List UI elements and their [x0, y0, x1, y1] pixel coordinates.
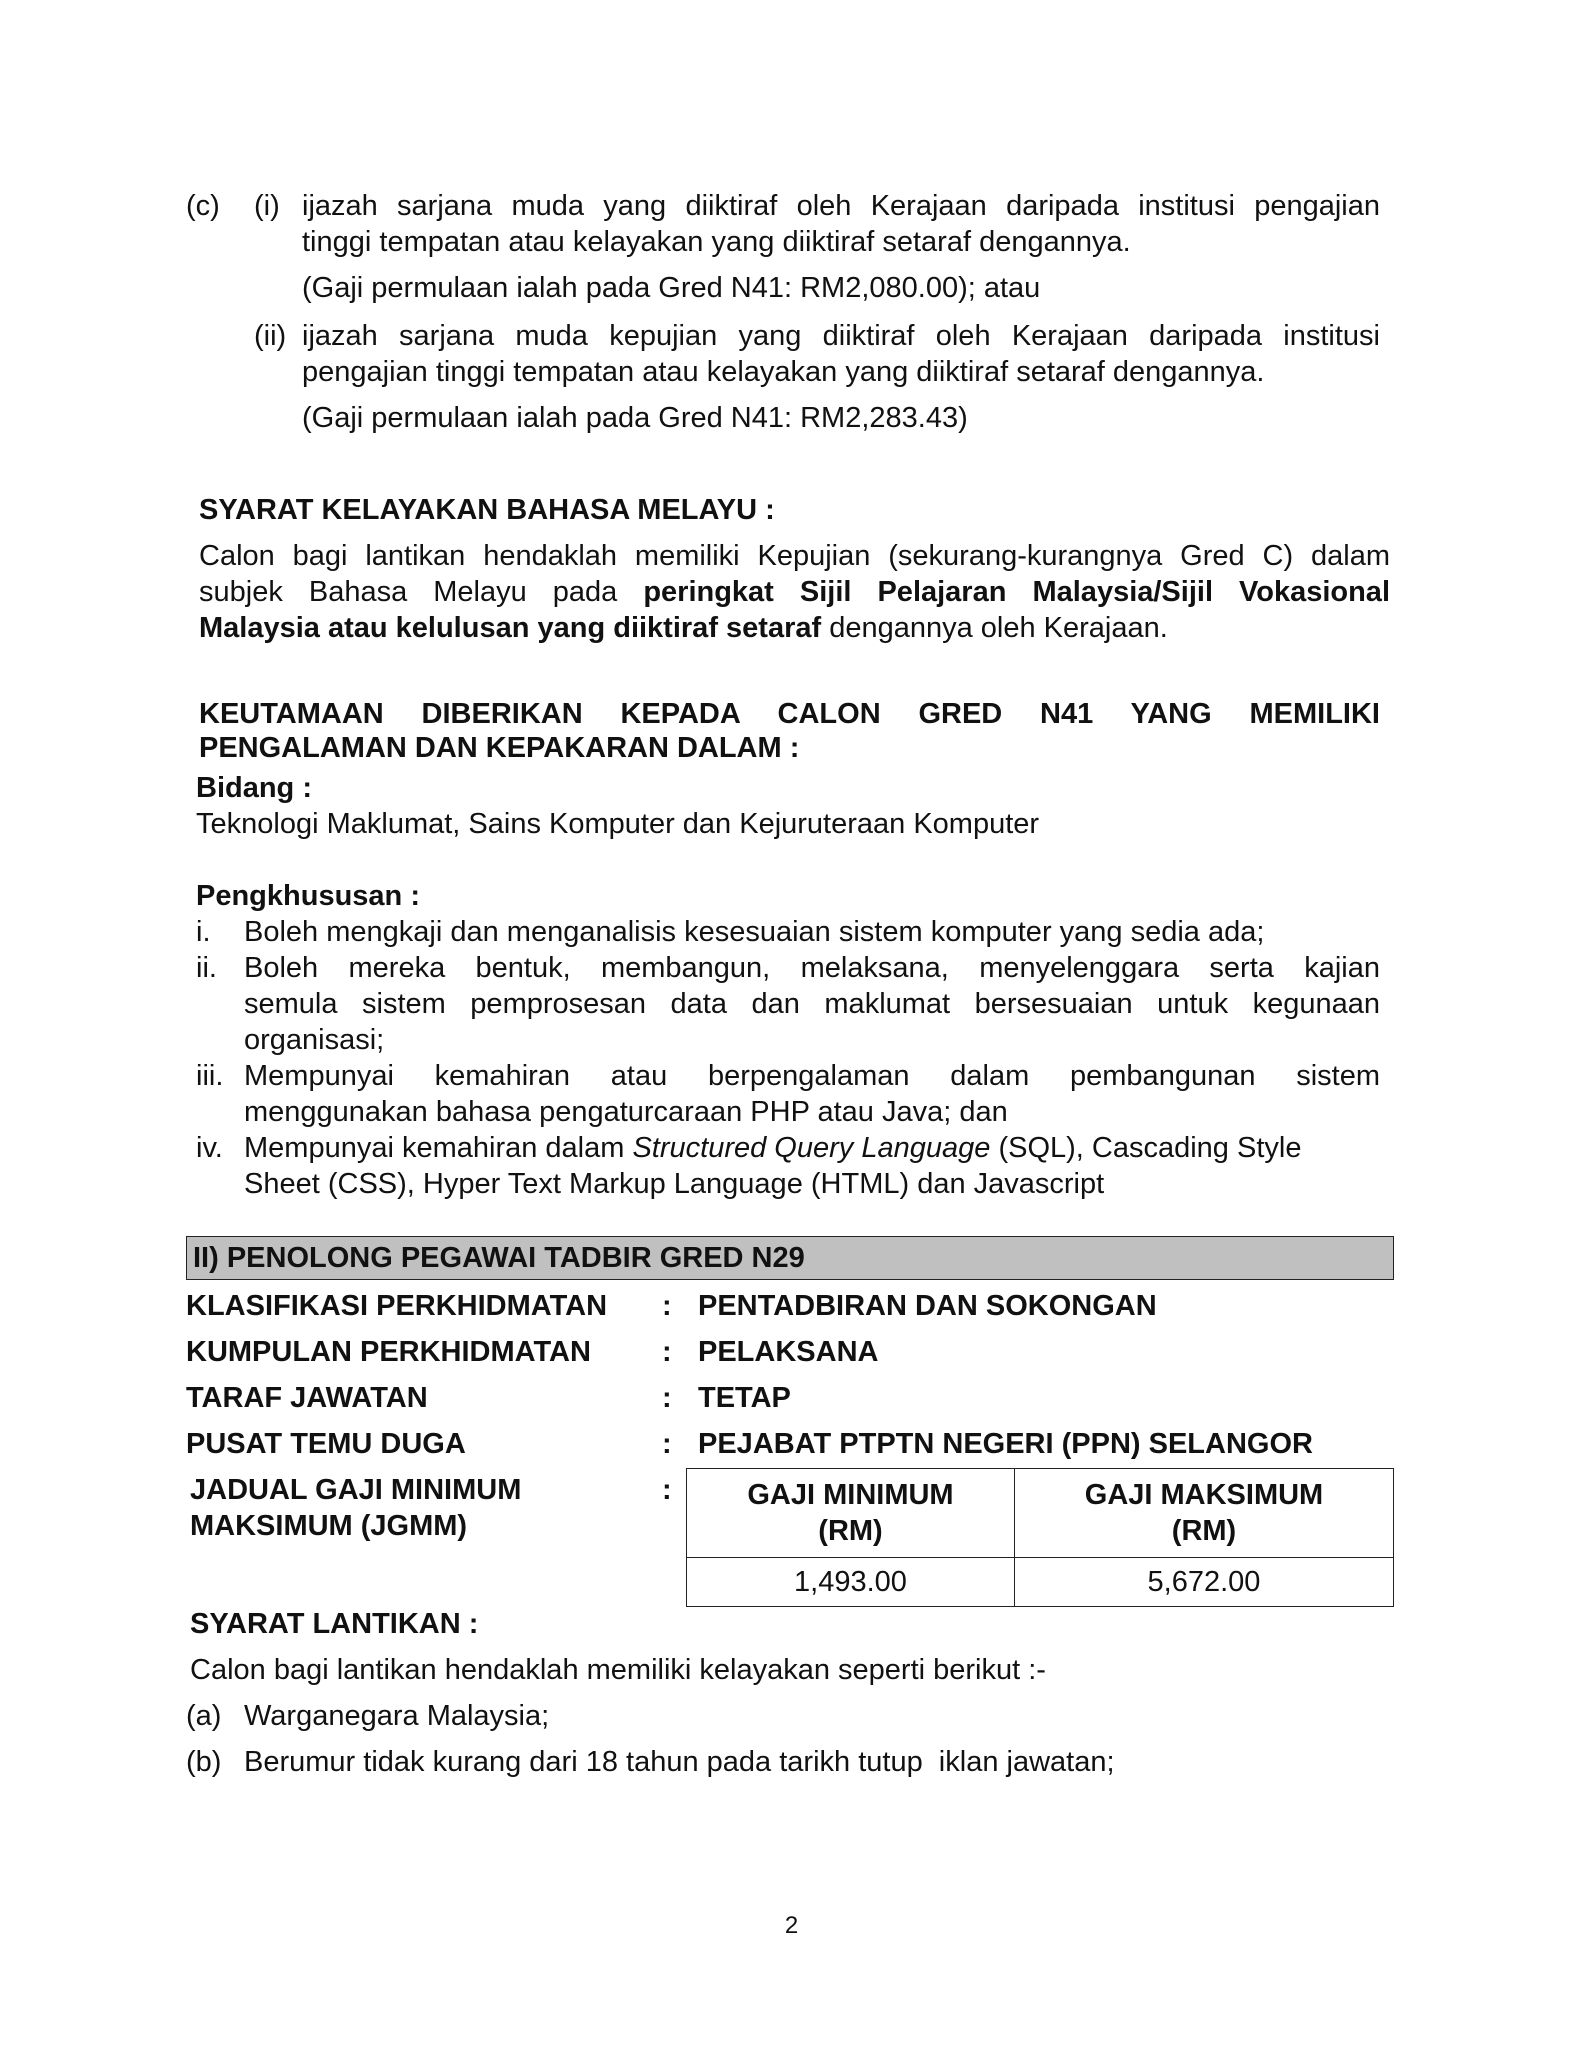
- bidang-text: Teknologi Maklumat, Sains Komputer dan Kejuruteraan Komputer: [196, 808, 1040, 840]
- max-salary-header-line1: GAJI MAKSIMUM: [1084, 1479, 1324, 1511]
- info-label: PUSAT TEMU DUGA: [186, 1428, 466, 1460]
- item-i-salary: (Gaji permulaan ialah pada Gred N41: RM2,080.00); atau: [302, 272, 1041, 304]
- syarat-lantikan-intro: Calon bagi lantikan hendaklah memiliki kelayakan seperti berikut :-: [190, 1654, 1046, 1686]
- min-salary-header-line2: (RM): [818, 1515, 883, 1547]
- jgmm-label-line2: MAKSIMUM (JGMM): [190, 1510, 468, 1542]
- bahasa-heading: SYARAT KELAYAKAN BAHASA MELAYU :: [199, 494, 775, 526]
- section-c-label: (c): [186, 190, 220, 222]
- info-label: KUMPULAN PERKHIDMATAN: [186, 1336, 591, 1368]
- bahasa-line2-normal: subjek Bahasa Melayu pada: [199, 576, 618, 608]
- item-ii-line1: ijazah sarjana muda kepujian yang diiktiraf oleh Kerajaan daripada institusi: [302, 320, 1380, 352]
- pengkhususan-item-num: iii.: [196, 1060, 224, 1092]
- item-ii-salary: (Gaji permulaan ialah pada Gred N41: RM2,283.43): [302, 402, 968, 434]
- item-ii-line2: pengajian tinggi tempatan atau kelayakan yang diiktiraf setaraf dengannya.: [302, 356, 1265, 388]
- info-separator: :: [662, 1336, 672, 1368]
- pengkhususan-item-num: ii.: [196, 952, 217, 984]
- item-iv-post: (SQL), Cascading Style: [998, 1132, 1302, 1164]
- item-i-line1: ijazah sarjana muda yang diiktiraf oleh Kerajaan daripada institusi pengajian: [302, 190, 1380, 222]
- pengkhususan-label: Pengkhususan :: [196, 880, 420, 912]
- pengkhususan-item-text: Mempunyai kemahiran atau berpengalaman dalam pembangunan sistem: [244, 1060, 1380, 1092]
- syarat-item-text: Warganegara Malaysia;: [244, 1700, 550, 1732]
- max-salary-header: [1014, 1469, 1393, 1558]
- syarat-item-label: (b): [186, 1746, 222, 1778]
- bahasa-line2-bold: peringkat Sijil Pelajaran Malaysia/Sijil Vokasional: [643, 576, 1390, 608]
- salary-value-row: [687, 1558, 1394, 1607]
- max-salary-header-line2: (RM): [1171, 1515, 1237, 1547]
- pengkhususan-item-text: Boleh mereka bentuk, membangun, melaksana, menyelenggara serta kajian: [244, 952, 1380, 984]
- min-salary-header: [687, 1469, 1015, 1558]
- item-ii-label: (ii): [254, 320, 287, 352]
- page-number: 2: [784, 1912, 799, 1939]
- jgmm-separator: :: [662, 1474, 672, 1506]
- bahasa-line1: Calon bagi lantikan hendaklah memiliki Kepujian (sekurang-kurangnya Gred C) dalam: [199, 540, 1390, 572]
- syarat-item-label: (a): [186, 1700, 222, 1732]
- item-i-label: (i): [254, 190, 280, 222]
- max-salary-value: 5,672.00: [1014, 1558, 1393, 1607]
- bahasa-line2: [199, 574, 1390, 610]
- min-salary-value: 1,493.00: [687, 1558, 1015, 1607]
- info-label: TARAF JAWATAN: [186, 1382, 428, 1414]
- syarat-lantikan-heading: SYARAT LANTIKAN :: [190, 1608, 479, 1640]
- jgmm-label-line1: JADUAL GAJI MINIMUM: [190, 1474, 522, 1506]
- keutamaan-heading-line1: KEUTAMAAN DIBERIKAN KEPADA CALON GRED N41 YANG MEMILIKI: [199, 698, 1380, 730]
- position-title-bar: II) PENOLONG PEGAWAI TADBIR GRED N29: [186, 1236, 1394, 1280]
- pengkhususan-item-text: [244, 1130, 1301, 1166]
- item-i-line2: tinggi tempatan atau kelayakan yang diiktiraf setaraf dengannya.: [302, 226, 1131, 258]
- pengkhususan-item-text: semula sistem pemprosesan data dan maklumat bersesuaian untuk kegunaan: [244, 988, 1380, 1020]
- info-separator: :: [662, 1428, 672, 1460]
- item-iv-italic: Structured Query Language: [632, 1132, 991, 1164]
- pengkhususan-item-num: iv.: [196, 1132, 223, 1164]
- pengkhususan-item-text: Boleh mengkaji dan menganalisis kesesuaian sistem komputer yang sedia ada;: [244, 916, 1265, 948]
- pengkhususan-item-text: menggunakan bahasa pengaturcaraan PHP atau Java; dan: [244, 1096, 1008, 1128]
- bidang-label: Bidang :: [196, 772, 312, 804]
- item-iv-pre: Mempunyai kemahiran dalam: [244, 1132, 625, 1164]
- pengkhususan-item-text: Sheet (CSS), Hyper Text Markup Language (HTML) dan Javascript: [244, 1168, 1105, 1200]
- syarat-item-text: Berumur tidak kurang dari 18 tahun pada tarikh tutup iklan jawatan;: [244, 1746, 1115, 1778]
- bahasa-line3-bold: Malaysia atau kelulusan yang diiktiraf setaraf: [199, 612, 822, 644]
- salary-table: [686, 1468, 1394, 1607]
- keutamaan-heading-line2: PENGALAMAN DAN KEPAKARAN DALAM :: [199, 732, 800, 764]
- bahasa-line3-normal: dengannya oleh Kerajaan.: [829, 612, 1168, 644]
- min-salary-header-line1: GAJI MINIMUM: [747, 1479, 954, 1511]
- pengkhususan-item-text: organisasi;: [244, 1024, 385, 1056]
- salary-header-row: [687, 1469, 1394, 1558]
- info-value: PELAKSANA: [698, 1336, 879, 1368]
- info-value: TETAP: [698, 1382, 791, 1414]
- bahasa-line3: [199, 610, 1168, 646]
- info-label: KLASIFIKASI PERKHIDMATAN: [186, 1290, 608, 1322]
- info-value: PEJABAT PTPTN NEGERI (PPN) SELANGOR: [698, 1428, 1313, 1460]
- info-value: PENTADBIRAN DAN SOKONGAN: [698, 1290, 1157, 1322]
- info-separator: :: [662, 1290, 672, 1322]
- info-separator: :: [662, 1382, 672, 1414]
- pengkhususan-item-num: i.: [196, 916, 211, 948]
